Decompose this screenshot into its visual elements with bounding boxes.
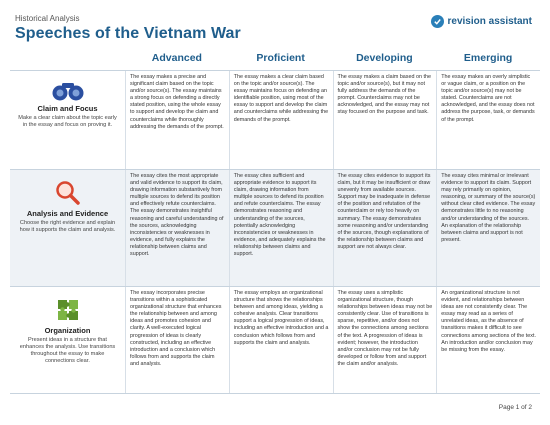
row-header: [10, 287, 125, 393]
rubric-table: [10, 70, 540, 394]
cell-developing: The essay cites evidence to support its claim, but it may be insufficient or draw unevenly from available sources. Support may be inadequate in defense of the position and refutation of the counterclaim or rely too heavily on summary. The essay demonstrates some reasoning and/or understanding of the sources, though explanations of the relationship between claims and support are not always clear.: [333, 170, 437, 286]
cell-developing: The essay makes a claim based on the topic and/or source(s), but it may not fully address the demands of the prompt. Counterclaims may not be acknowledged, and the essay may not stay focused on the purpose and task.: [333, 71, 437, 169]
rubric-row-claim-focus: [10, 70, 540, 169]
page-number: Page 1 of 2: [498, 404, 532, 411]
puzzle-icon: [16, 297, 119, 323]
row-description: Present ideas in a structure that enhances the analysis. Use transitions throughout the essay to make connections clear.: [19, 337, 116, 364]
magnifier-icon: [16, 180, 119, 206]
cell-emerging: The essay cites minimal or irrelevant evidence to support its claim. Support may rely primarily on opinion, reasoning, or summary of the source(s) without clear cited evidence. The essay demonstrates little to no reasoning and/or understanding of the sources. An explanation of the relationship between claims and support is not present.: [436, 170, 540, 286]
row-header: [10, 170, 125, 286]
brand-logo: [431, 15, 532, 28]
cell-emerging: An organizational structure is not evident, and relationships between ideas are not consistently clear. The essay may read as a series of unrelated ideas, as the absence of transitions makes it difficult to see connections among sections of the text. An introduction and/or conclusion may be missing from the essay.: [436, 287, 540, 393]
row-description: Choose the right evidence and explain how it supports the claim and analysis.: [19, 220, 116, 233]
document-supertitle: Historical Analysis: [15, 14, 80, 23]
column-header-developing: Developing: [356, 52, 413, 64]
cell-emerging: The essay makes an overly simplistic or vague claim, or a position on the topic and/or source(s) may not be stated. Counterclaims are not acknowledged, and the essay does not address the purpose, task, or demands of the prompt.: [436, 71, 540, 169]
cell-advanced: The essay cites the most appropriate and valid evidence to support its claim, drawing information substantively from multiple sources to defend its position and effectively refute counterclaims. The essay demonstrates insightful reasoning and careful understanding of the sources, acknowledging inconsistencies or weaknesses in evidence, and fully explains the relationship between claims and support.: [125, 170, 229, 286]
brand-name: revision assistant: [447, 16, 532, 27]
cell-proficient: The essay cites sufficient and appropriate evidence to support its claim, drawing information from multiple sources to defend its position and refute counterclaims. The essay demonstrates reasoning and understanding of the sources, potentially acknowledging inconsistencies or weaknesses in evidence, and adequately explains the relationship between claims and support.: [229, 170, 333, 286]
row-description: Make a clear claim about the topic early in the essay and focus on proving it.: [18, 115, 117, 128]
row-header: [10, 71, 125, 169]
cell-advanced: The essay incorporates precise transitions within a sophisticated organizational structure that enhances the relationship between and among ideas and promotes cohesion and clarity. A well-executed logical progression of ideas is clearly constructed, including an effective introduction and a conclusion which follows from and supports the claim and analysis.: [125, 287, 229, 393]
row-label: Analysis and Evidence: [26, 209, 109, 218]
column-header-advanced: Advanced: [151, 52, 202, 64]
rubric-row-analysis-evidence: [10, 169, 540, 286]
column-header-emerging: Emerging: [463, 52, 513, 64]
binoculars-icon: [16, 81, 119, 101]
row-label: Organization: [44, 326, 91, 335]
document-title: Speeches of the Vietnam War: [15, 25, 241, 42]
cell-proficient: The essay makes a clear claim based on the topic and/or source(s). The essay maintains focus on defending an identifiable position, using most of the essay to support and develop the claim and counterclaims while addressing the demands of the prompt.: [229, 71, 333, 169]
column-header-proficient: Proficient: [256, 52, 305, 64]
cell-advanced: The essay makes a precise and significant claim based on the topic and/or source(s). The essay maintains a strong focus on defending a directly stated position, using the whole essay to support and develop the claim and counterclaims while thoroughly addressing the demands of the prompt.: [125, 71, 229, 169]
cell-proficient: The essay employs an organizational structure that shows the relationships between and among ideas, yielding a cohesive analysis. Clear transitions support a logical progression of ideas, including an effective introduction and a conclusion which follows from and supports the claim and analysis.: [229, 287, 333, 393]
row-label: Claim and Focus: [37, 104, 98, 113]
cell-developing: The essay uses a simplistic organizational structure, though relationships between ideas may not be consistently clear. Use of transitions is sparse, repetitive, and/or does not show the connections among sections of the text. A progression of ideas is evident; however, the introduction and/or conclusion may not be fully developed or follow from and support the claim and/or analysis.: [333, 287, 437, 393]
checkmark-icon: [431, 15, 444, 28]
column-headers: [125, 52, 540, 68]
rubric-row-organization: [10, 286, 540, 394]
